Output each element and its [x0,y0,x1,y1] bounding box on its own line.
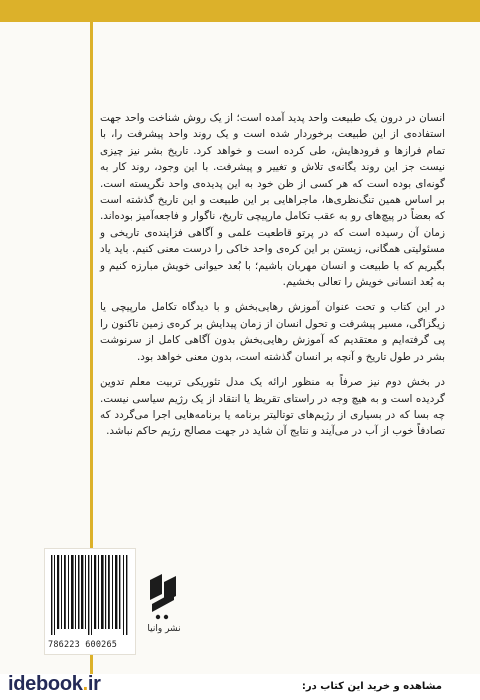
publisher-logo-icon [146,572,180,622]
site-brand-link[interactable] [8,673,101,696]
footer-caption: مشاهده و خرید این کتاب در: [301,681,442,692]
cover-text-block [100,110,445,449]
brand-tld: ir [87,673,101,695]
barcode [44,548,136,655]
brand-main: idebook [8,673,83,695]
paragraph-2: در این کتاب و تحت عنوان آموزش رهایی‌بخش و با دیدگاه تکامل مارپیچی یا زیگزاگی، مسیر پیشرفت و تحول انسان از زمان پیدایش بر کره‌ی زمین تاکنون را پی گرفته‌ایم و معتقدیم که آموزش رهایی‌بخش بدون آگاهی کامل از سرنوشت بشر در طول تاریخ و آنچه بر انسان گذشته است، بدون معنی خواهد بود. [100,301,445,363]
paragraph-3: در بخش دوم نیز صرفاً به منظور ارائه یک مدل تئوریکی تربیت معلم تدوین گردیده است و به هیچ وجه در راستای تقریظ یا انتقاد از یک رژیم سیاسی نیست. چه بسا که در بسیاری از رژیم‌های توتالیتر برنامه یا برنامه‌هایی اجرا می‌گردد که تصادفاً خوب از آب در می‌آیند و نتایج آن شاید در جهت مصالح رژیم حاکم نباشد. [100,376,445,438]
barcode-bars-icon [45,549,135,641]
brand-dot: . [82,673,88,695]
barcode-number: 786223 600265 [48,640,118,650]
paragraph-1: انسان در درون یک طبیعت واحد پدید آمده است؛ از یک روش شناخت واحد جهت استفاده‌ی از این طبیعت برخوردار شده است و یک روند واحد پیشرفت را، با تمام فرازها و فرودهایش، طی کرده است و خواهد کرد. تاریخ بشر نیز چیزی نیست جز این روند یگانه‌ی تلاش و تغییر و پیشرفت. با این وجود، روند کار به گونه‌ای بوده است که هر کسی از ظن خود به این پدیده‌ی واحد نگریسته است. بر اساس همین تنگ‌نظری‌ها، ماجراهایی بر این طبیعت و این تاریخ گذشته است که بعضاً در پیچ‌های رو به عقب تکامل مارپیچی تاریخ، ناگوار و فاجعه‌آمیز بوده‌اند. زمان آن رسیده است که در پرتو قاطعیت علمی و آگاهی فزاینده‌ی تاریخی و مسئولیتی همگانی، زیستن بر این کره‌ی واحد خاکی را درست معنی کنیم. باید یاد بگیریم که با طبیعت و انسان مهربان باشیم؛ با بُعد حیوانی خویش مبارزه کنیم و به بُعد انسانی خویش را تعالی بخشیم. [100,112,445,289]
top-yellow-band [0,0,480,22]
publisher-name: نشر وانیا [147,624,181,634]
